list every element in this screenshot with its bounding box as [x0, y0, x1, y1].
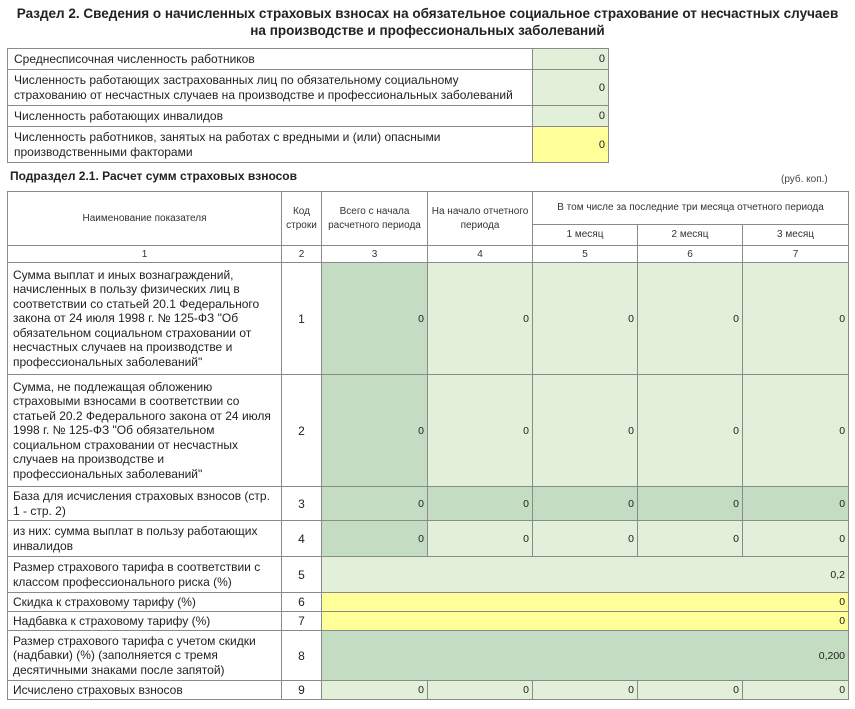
column-number: 7	[743, 246, 849, 263]
section-title-line1: Раздел 2. Сведения о начисленных страховых взносах на обязательное социальное страхование от несчастных случаев	[16, 6, 839, 21]
value-cell[interactable]: 0	[533, 263, 638, 375]
subsection-title: Подраздел 2.1. Расчет сумм страховых взносов	[10, 169, 298, 183]
contributions-table	[7, 191, 849, 700]
row-label: Размер страхового тарифа с учетом скидки (надбавки) (%) (заполняется с тремя десятичными знаками после запятой)	[8, 631, 282, 681]
value-cell[interactable]: 0	[638, 375, 743, 487]
table-row	[8, 593, 849, 612]
info-row	[8, 70, 609, 106]
tariff-rate-field[interactable]: 0,2	[322, 557, 849, 593]
value-cell[interactable]: 0	[638, 681, 743, 700]
value-cell[interactable]: 0	[322, 375, 428, 487]
hazardous-workers-field[interactable]: 0	[533, 127, 609, 163]
row-label: из них: сумма выплат в пользу работающих инвалидов	[8, 521, 282, 557]
column-number: 3	[322, 246, 428, 263]
table-row	[8, 631, 849, 681]
row-label: Скидка к страховому тарифу (%)	[8, 593, 282, 612]
row-code: 9	[282, 681, 322, 700]
info-label: Численность работающих инвалидов	[8, 106, 533, 127]
value-cell[interactable]: 0	[428, 521, 533, 557]
tariff-discount-field[interactable]: 0	[322, 593, 849, 612]
insured-workers-field[interactable]: 0	[533, 70, 609, 106]
header-last-three-months: В том числе за последние три месяца отчетного периода	[533, 192, 849, 225]
adjusted-tariff-field[interactable]: 0,200	[322, 631, 849, 681]
info-row	[8, 127, 609, 163]
table-row	[8, 263, 849, 375]
value-cell[interactable]: 0	[322, 521, 428, 557]
value-cell[interactable]: 0	[533, 487, 638, 521]
column-number: 2	[282, 246, 322, 263]
value-cell[interactable]: 0	[533, 521, 638, 557]
header-month-3: 3 месяц	[743, 225, 849, 246]
value-cell[interactable]: 0	[428, 487, 533, 521]
row-label: Сумма выплат и иных вознаграждений, начисленных в пользу физических лиц в соответствии со статьей 20.1 Федерального закона от 24 июля 1998 г. № 125-ФЗ "Об обязательном социальном страховании от несчастных случаев на производстве и профессиональных заболеваний"	[8, 263, 282, 375]
table-row	[8, 521, 849, 557]
header-total: Всего с начала расчетного периода	[322, 192, 428, 246]
value-cell[interactable]: 0	[638, 263, 743, 375]
row-code: 5	[282, 557, 322, 593]
employees-info-table	[7, 48, 609, 163]
table-row	[8, 557, 849, 593]
value-cell[interactable]: 0	[533, 681, 638, 700]
header-month-1: 1 месяц	[533, 225, 638, 246]
section-title-line2: на производстве и профессиональных заболеваний	[250, 23, 605, 38]
header-code: Код строки	[282, 192, 322, 246]
table-row	[8, 681, 849, 700]
value-cell[interactable]: 0	[743, 375, 849, 487]
value-cell[interactable]: 0	[743, 681, 849, 700]
value-cell[interactable]: 0	[743, 263, 849, 375]
value-cell[interactable]: 0	[638, 521, 743, 557]
column-number: 5	[533, 246, 638, 263]
value-cell[interactable]: 0	[533, 375, 638, 487]
column-number: 1	[8, 246, 282, 263]
table-row	[8, 375, 849, 487]
info-label: Численность работающих застрахованных лиц по обязательному социальному страхованию от несчастных случаев на производстве и профессиональных заболеваний	[8, 70, 533, 106]
row-label: Надбавка к страховому тарифу (%)	[8, 612, 282, 631]
column-number: 4	[428, 246, 533, 263]
row-label: Сумма, не подлежащая обложению страховыми взносами в соответствии со статьей 20.2 Федерального закона от 24 июля 1998 г. № 125-ФЗ "Об обязательном социальном страховании от несчастных случаев на производстве и профессиональных заболеваний"	[8, 375, 282, 487]
section-title	[0, 5, 855, 39]
row-code: 6	[282, 593, 322, 612]
row-label: База для исчисления страховых взносов (стр. 1 - стр. 2)	[8, 487, 282, 521]
info-label: Численность работников, занятых на работах с вредными и (или) опасными производственными факторами	[8, 127, 533, 163]
row-code: 3	[282, 487, 322, 521]
table-row	[8, 487, 849, 521]
value-cell[interactable]: 0	[638, 487, 743, 521]
disabled-workers-field[interactable]: 0	[533, 106, 609, 127]
value-cell[interactable]: 0	[428, 681, 533, 700]
tariff-surcharge-field[interactable]: 0	[322, 612, 849, 631]
row-code: 7	[282, 612, 322, 631]
header-row	[8, 192, 849, 225]
header-month-2: 2 месяц	[638, 225, 743, 246]
value-cell[interactable]: 0	[322, 681, 428, 700]
value-cell[interactable]: 0	[743, 521, 849, 557]
info-label: Среднесписочная численность работников	[8, 49, 533, 70]
value-cell[interactable]: 0	[322, 263, 428, 375]
info-row	[8, 106, 609, 127]
column-number: 6	[638, 246, 743, 263]
header-name: Наименование показателя	[8, 192, 282, 246]
value-cell[interactable]: 0	[743, 487, 849, 521]
value-cell[interactable]: 0	[428, 375, 533, 487]
row-label: Исчислено страховых взносов	[8, 681, 282, 700]
currency-units: (руб. коп.)	[781, 174, 828, 185]
table-row	[8, 612, 849, 631]
value-cell[interactable]: 0	[428, 263, 533, 375]
average-headcount-field[interactable]: 0	[533, 49, 609, 70]
row-label: Размер страхового тарифа в соответствии с классом профессионального риска (%)	[8, 557, 282, 593]
column-numbers-row	[8, 246, 849, 263]
row-code: 4	[282, 521, 322, 557]
header-period-start: На начало отчетного периода	[428, 192, 533, 246]
row-code: 1	[282, 263, 322, 375]
row-code: 2	[282, 375, 322, 487]
value-cell[interactable]: 0	[322, 487, 428, 521]
row-code: 8	[282, 631, 322, 681]
info-row	[8, 49, 609, 70]
